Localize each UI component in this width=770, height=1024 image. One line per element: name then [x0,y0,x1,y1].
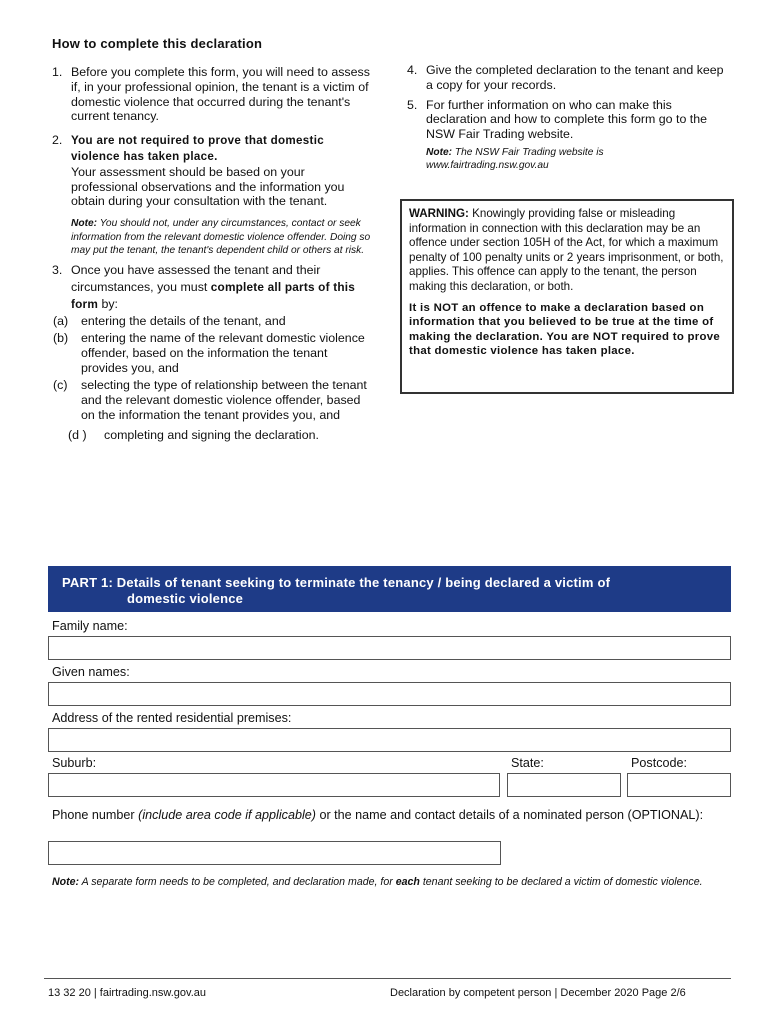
footer-right: Declaration by competent person | December 2020 Page 2/6 [390,987,686,999]
phone-label-text: Phone number [52,808,135,822]
phone-label-italic: (include area code if applicable) [138,808,316,822]
note-text: The NSW Fair Trading website is www.fairtrading.nsw.gov.au [426,146,604,172]
footer-left: 13 32 20 | fairtrading.nsw.gov.au [48,987,206,999]
instruction-item-3 [52,262,372,443]
warning-bold-text: It is NOT an offence to make a declaration based on information that you believed to be true at the time of making the declaration. You are NOT required to prove that domestic violence has taken place. [409,301,721,358]
given-names-label: Given names: [52,665,130,679]
note-label: Note: [52,876,80,888]
sub-item-label: (a) [53,314,69,329]
instruction-item-4 [407,63,727,93]
item-text: For further information on who can make this declaration and how to complete this form go to the NSW Fair Trading website. [426,97,708,142]
sub-item-c [53,378,372,423]
note-label: Note: [426,146,453,158]
note-text-end: tenant seeking to be declared a victim of domestic violence. [422,876,703,888]
family-name-field[interactable] [48,636,731,660]
postcode-field[interactable] [627,773,731,797]
address-field[interactable] [48,728,731,752]
item-number: 4. [407,63,418,77]
phone-label [52,808,732,824]
part1-title-line1: PART 1: Details of tenant seeking to terminate the tenancy / being declared a victim of [62,575,611,590]
sub-item-text: entering the details of the tenant, and [81,314,286,329]
sub-item-label: (d ) [68,428,87,443]
part1-header [48,566,731,612]
sub-item-label: (b) [53,331,69,346]
note-bold: each [395,876,420,888]
item-text: Give the completed declaration to the tenant and keep a copy for your records. [426,63,724,92]
sub-items [53,314,372,443]
item-text: Your assessment should be based on your professional observations and the information you obtain during your consultation with the tenant. [71,164,345,209]
footer-divider [44,978,731,979]
warning-label: WARNING: [409,207,469,220]
item-text-end: by: [101,296,118,311]
separate-form-note [52,876,712,890]
suburb-label: Suburb: [52,756,97,770]
state-label: State: [511,756,544,770]
website-note [426,146,727,173]
sub-item-d [68,428,372,443]
suburb-field[interactable] [48,773,500,797]
warning-text [409,207,724,295]
phone-label-text-end: or the name and contact details of a nominated person (OPTIONAL): [319,808,704,822]
item-text: Before you complete this form, you will need to assess if, in your professional opinion, the tenant is a victim of domestic violence that occurred during the tenant's current tenancy. [71,65,370,124]
note-text: You should not, under any circumstances, contact or seek information from the relevant domestic violence offender. Doing so may put the tenant, the tenant's dependent child or others at risk. [71,218,371,256]
item-text: Once you have assessed the tenant and their circumstances, you must [71,263,321,294]
sub-item-b [53,331,372,376]
sub-item-text: completing and signing the declaration. [104,428,319,443]
item-number: 1. [52,65,63,79]
part1-title-line2: domestic violence [127,591,244,606]
instructions-heading: How to complete this declaration [52,36,263,51]
offender-contact-note [71,217,372,257]
sub-item-label: (c) [53,378,68,393]
sub-item-a [53,314,372,329]
warning-box [400,199,734,394]
warning-body: Knowingly providing false or misleading information in connection with this declaration may be an offence under section 105H of the Act, for which a maximum penalty of 100 penalty units or 2 years imprisonment, or both, applies. This offence can apply to the tenant, the person making this declaration, or both. [409,207,724,293]
instruction-item-1 [52,65,372,124]
given-names-field[interactable] [48,682,731,706]
family-name-label: Family name: [52,619,128,633]
note-label: Note: [71,218,98,230]
phone-field[interactable] [48,841,501,865]
note-text: A separate form needs to be completed, and declaration made, for [81,876,393,888]
postcode-label: Postcode: [631,756,688,770]
instructions-left-column [52,36,372,443]
item-bold-text: You are not required to prove that domestic violence has taken place. [71,134,324,163]
sub-item-text: selecting the type of relationship between the tenant and the relevant domestic violence offender, based on the information the tenant provides you, and [81,378,367,423]
instruction-item-2 [52,133,372,257]
state-field[interactable] [507,773,621,797]
instruction-item-5 [407,98,727,173]
item-number: 3. [52,263,63,278]
instructions-right-column [407,63,727,178]
item-number: 2. [52,133,63,148]
sub-item-text: entering the name of the relevant domestic violence offender, based on the information the tenant provides you, and [81,331,365,376]
address-label: Address of the rented residential premises: [52,711,292,725]
item-number: 5. [407,97,418,112]
item-bold-text: complete all parts of this form [71,279,355,311]
